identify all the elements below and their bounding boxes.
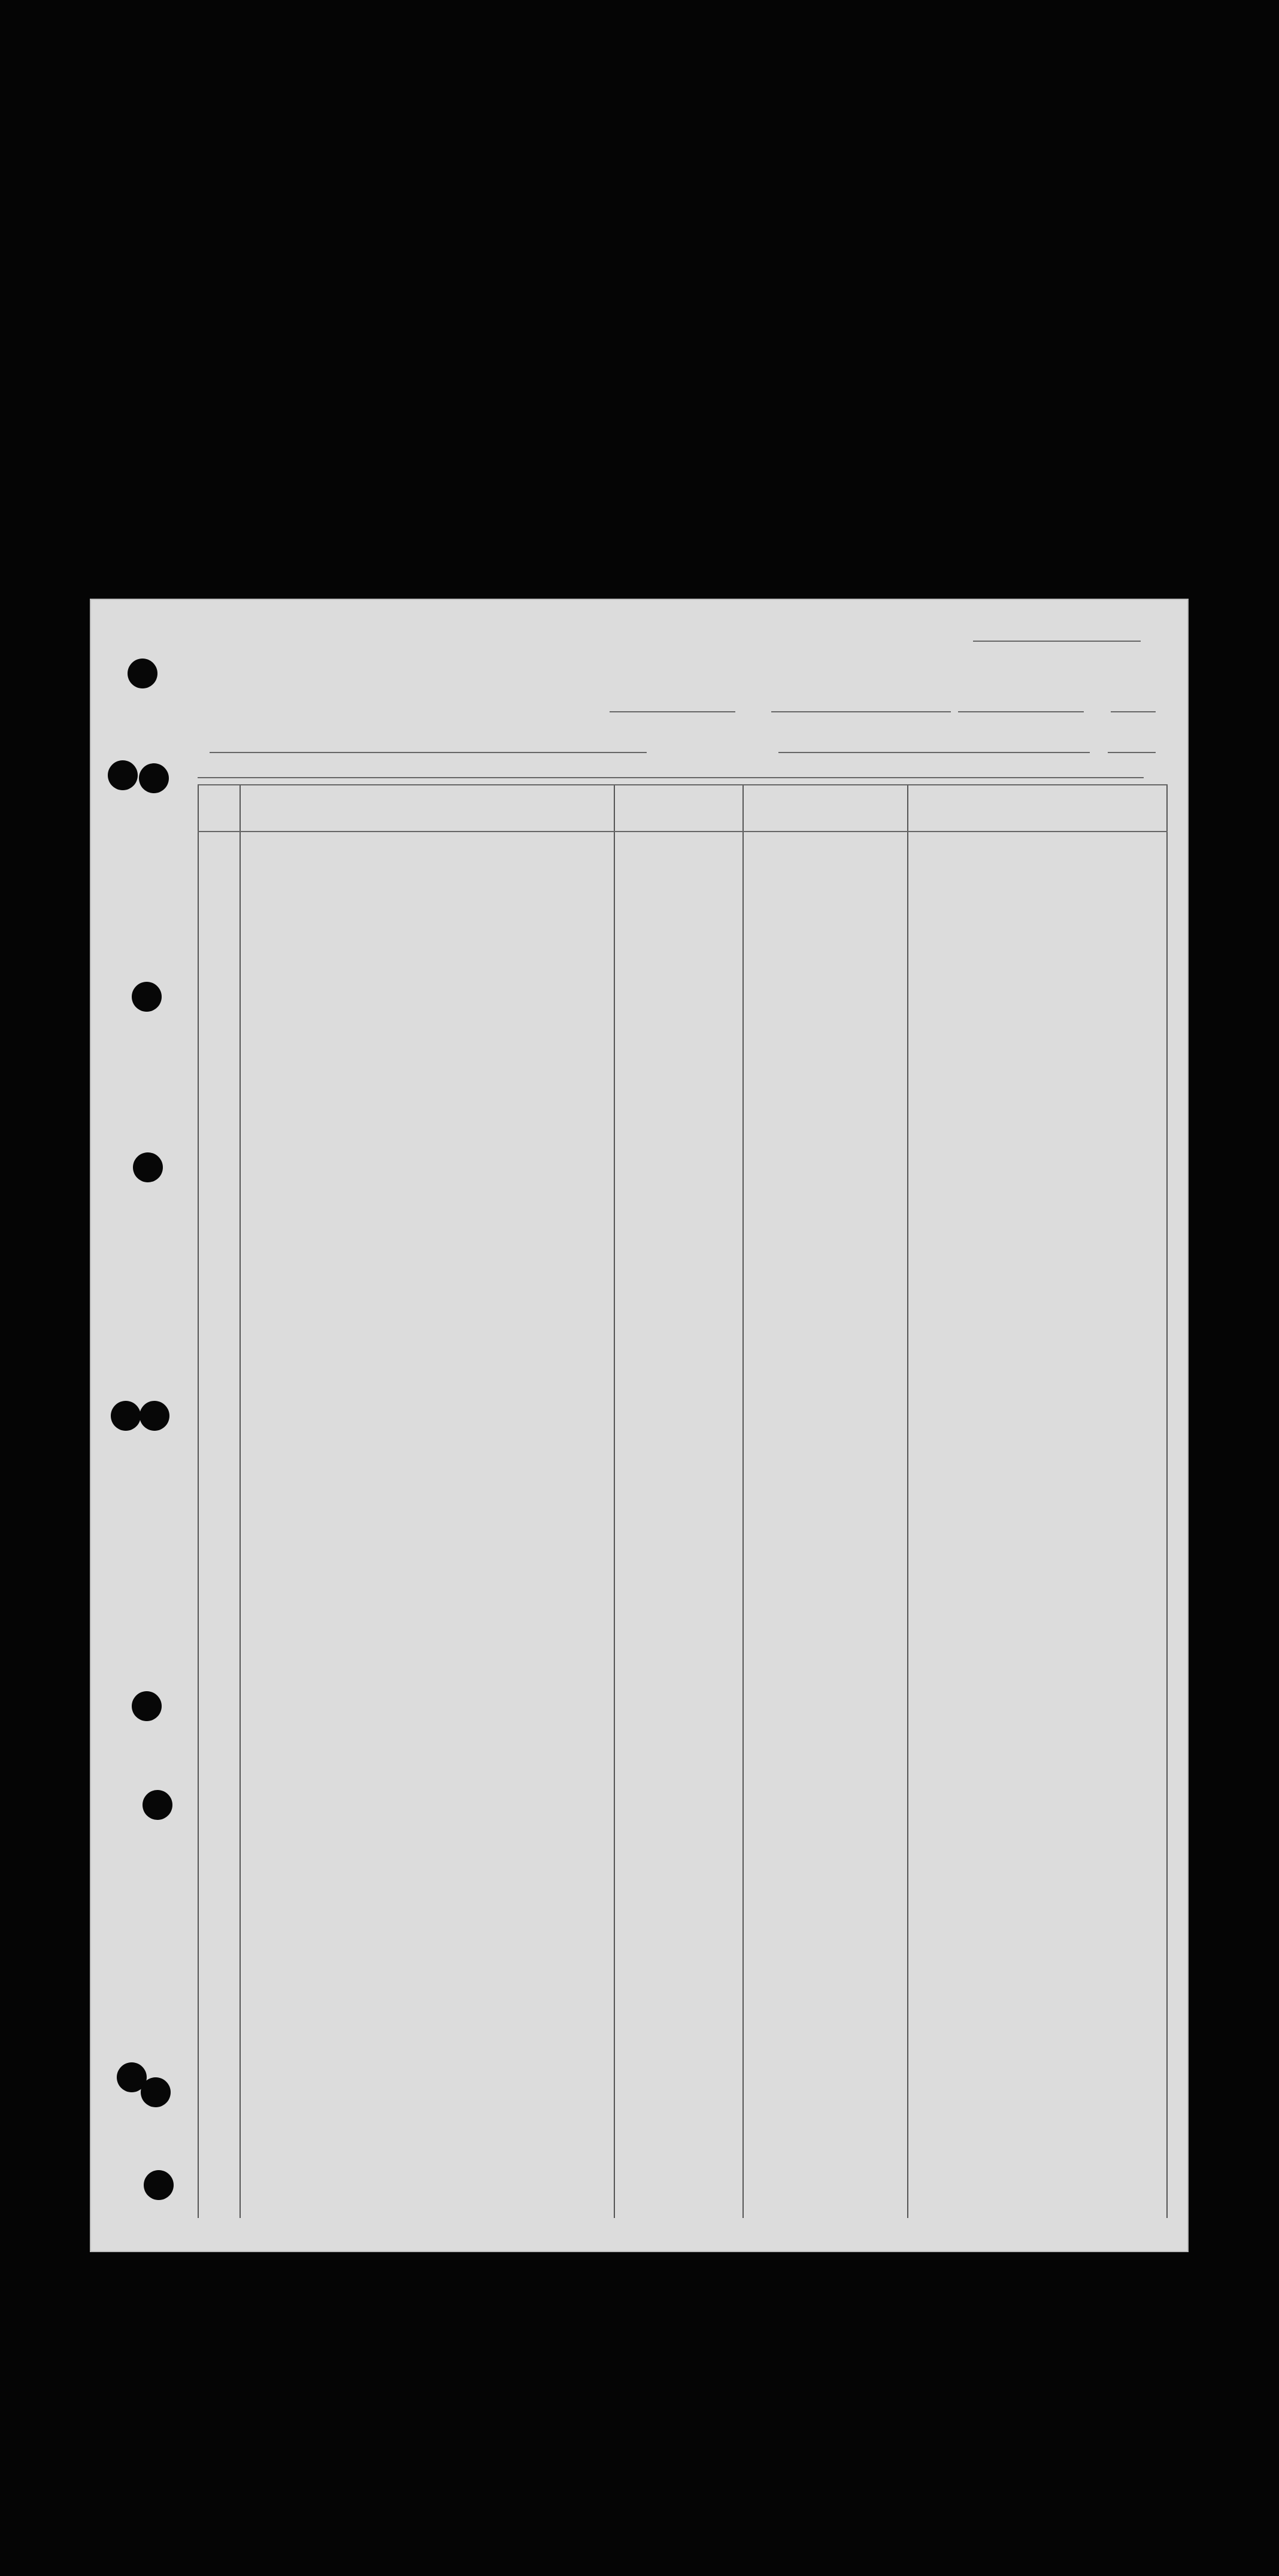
punch-hole: [132, 1691, 162, 1721]
arriving-underline: [778, 752, 1090, 753]
punch-hole: [141, 2077, 171, 2107]
table-left-border: [198, 784, 199, 2218]
agents-underline: [198, 777, 1144, 778]
punch-hole: [140, 1401, 169, 1431]
line-col-divider: [240, 784, 241, 2218]
name-col-divider: [614, 784, 615, 2218]
passport-col-divider: [742, 784, 744, 2218]
punch-hole: [128, 659, 157, 688]
date-underline: [958, 711, 1084, 712]
baggage-col-divider: [907, 784, 908, 2218]
punch-hole: [144, 2170, 174, 2200]
punch-hole: [139, 763, 169, 793]
punch-hole: [133, 1152, 163, 1182]
punch-hole: [132, 982, 162, 1012]
arrive-year-underline: [1108, 752, 1156, 753]
punch-hole: [111, 1401, 141, 1431]
list-number-underline: [973, 641, 1141, 642]
class-underline: [610, 711, 735, 712]
year-underline: [1111, 711, 1156, 712]
vessel-underline: [210, 752, 647, 753]
table-top-border: [198, 784, 1168, 785]
table-header-bottom: [198, 831, 1168, 832]
from-underline: [771, 711, 951, 712]
punch-hole: [143, 1790, 172, 1820]
document-sheet: [90, 599, 1189, 2252]
punch-hole: [108, 760, 138, 790]
table-right-border: [1166, 784, 1168, 2218]
